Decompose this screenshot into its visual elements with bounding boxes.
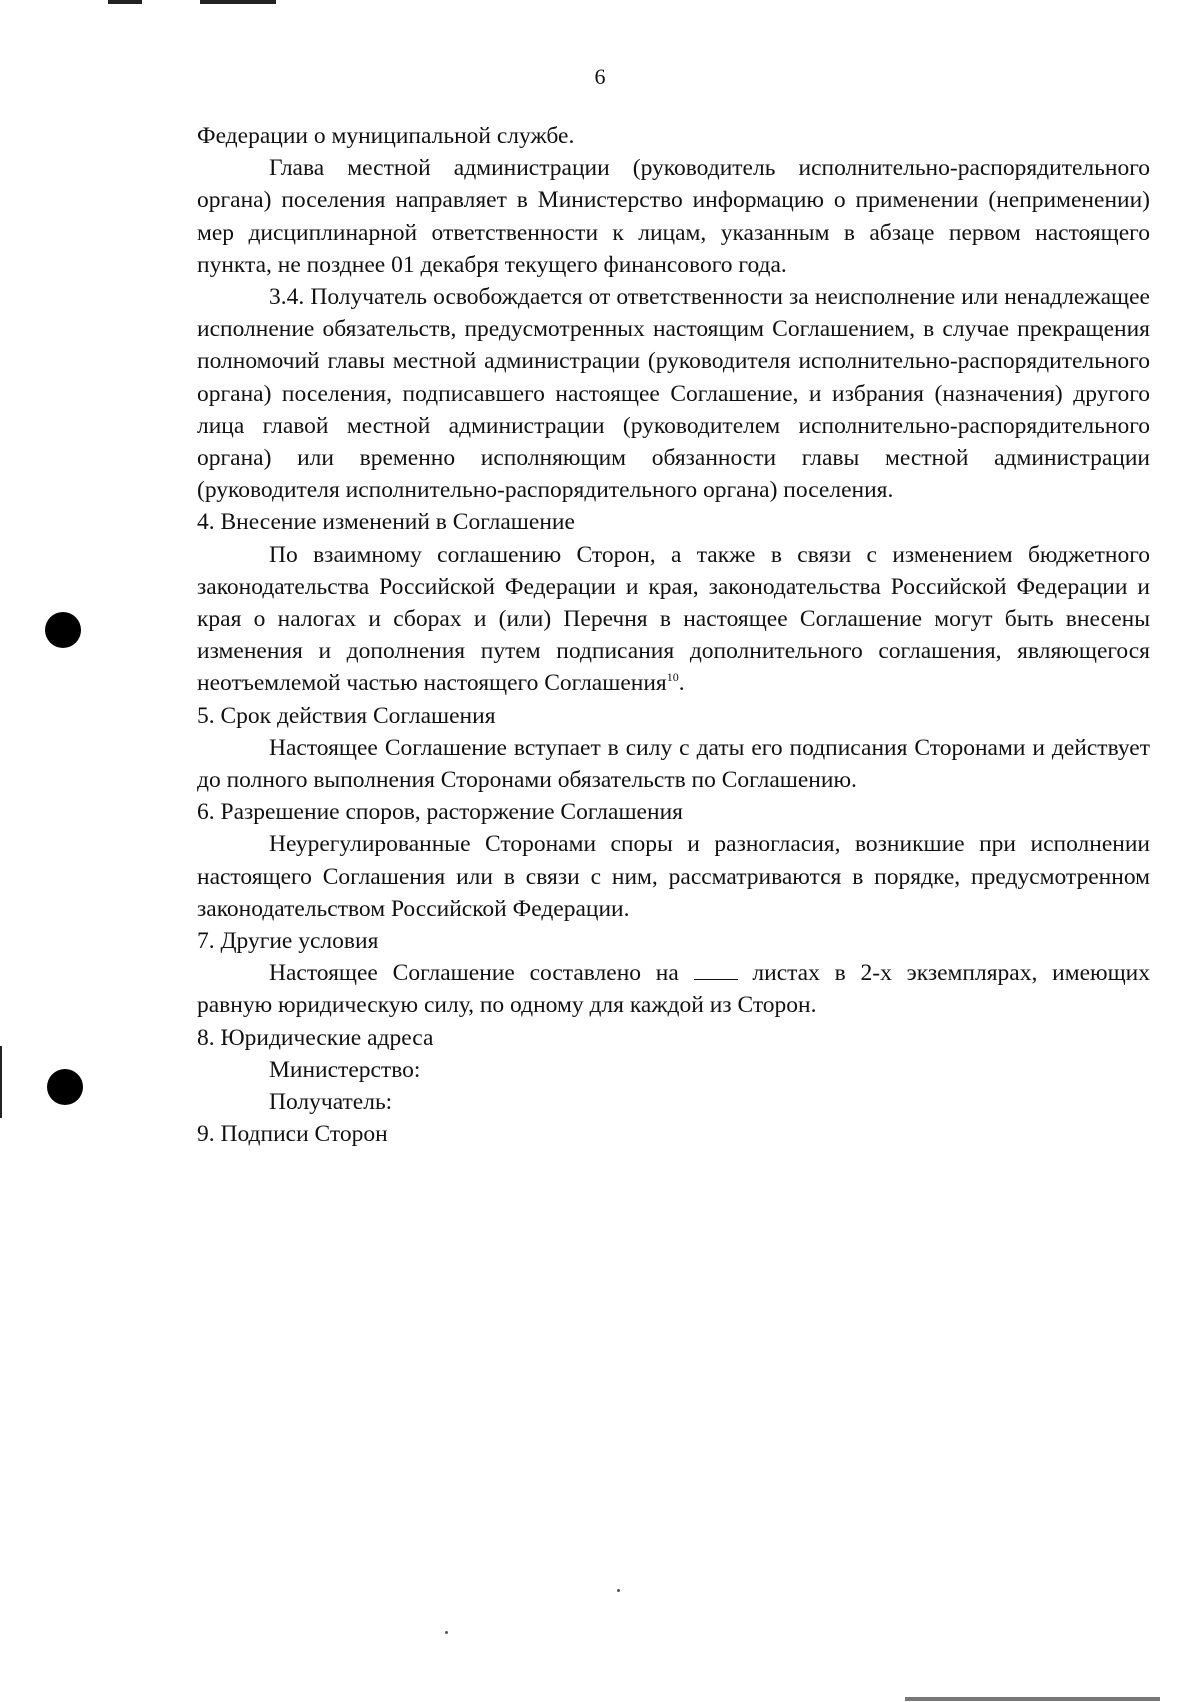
scan-artifact-bottom-right — [905, 1697, 1160, 1701]
scan-speck — [445, 1631, 448, 1634]
section-7-text-after: листах в 2-х экземплярах, имеющих равную юридическую силу, по одному для каждой из Сторон. — [197, 960, 1150, 1019]
punch-hole-upper — [45, 612, 81, 648]
section-7-text — [197, 957, 1150, 1021]
page-number: 6 — [594, 64, 606, 89]
section-4-text — [197, 539, 1150, 700]
footnote-reference: 10 — [666, 670, 679, 685]
scan-speck — [617, 1589, 620, 1592]
scan-artifact-top — [108, 0, 142, 4]
section-7-heading: 7. Другие условия — [197, 928, 379, 955]
section-4-body: По взаимному соглашению Сторон, а также в связи с изменением бюджетного законодательства Российской Федерации и края, законодательства Российской Федерации и края о налогах и сборах и (или) Перечня в настоящее Соглашение могут быть внесены изменения и дополнения путем подписания дополнительного соглашения, являющегося неотъемлемой частью настоящего Соглашения — [197, 541, 1150, 697]
section-4-heading: 4. Внесение изменений в Соглашение — [197, 509, 575, 536]
section-6-heading: 6. Разрешение споров, расторжение Соглашения — [197, 799, 683, 826]
scan-artifact-left-edge — [0, 1046, 2, 1118]
section-4-end: . — [678, 670, 685, 697]
section-6-text: Неурегулированные Сторонами споры и разногласия, возникшие при исполнении настоящего Соглашения или в связи с ним, рассматриваются в порядке, предусмотренном законодательством Российской Федерации. — [197, 831, 1150, 922]
section-5-text: Настоящее Соглашение вступает в силу с даты его подписания Сторонами и действует до полного выполнения Сторонами обязательств по Соглашению. — [197, 734, 1150, 794]
punch-hole-lower — [47, 1069, 83, 1105]
section-7-text-before: Настоящее Соглашение составлено на — [269, 960, 694, 987]
document-body — [197, 120, 1150, 1151]
section-5-heading: 5. Срок действия Соглашения — [197, 702, 496, 729]
section-9-heading: 9. Подписи Сторон — [197, 1121, 388, 1148]
paragraph-head-of-administration: Глава местной администрации (руководитель исполнительно-распорядительного органа) поселения направляет в Министерство информацию о применении (неприменении) мер дисциплинарной ответственности к лицам, указанным в абзаце первом настоящего пункта, не позднее 01 декабря текущего финансового года. — [197, 155, 1150, 278]
sheet-count-blank — [694, 961, 738, 980]
ministry-address-label: Министерство: — [269, 1056, 421, 1083]
paragraph-continuation: Федерации о муниципальной службе. — [197, 123, 575, 149]
paragraph-3-4: 3.4. Получатель освобождается от ответственности за неисполнение или ненадлежащее исполнение обязательств, предусмотренных настоящим Соглашением, в случае прекращения полномочий главы местной администрации (руководителя исполнительно-распорядительного органа) поселения, подписавшего настоящее Соглашение, и избрания (назначения) другого лица главой местной администрации (руководителем исполнительно-распорядительного органа) или временно исполняющим обязанности главы местной администрации (руководителя исполнительно-распорядительного органа) поселения. — [197, 284, 1150, 504]
scan-artifact-top-2 — [200, 0, 276, 4]
section-8-heading: 8. Юридические адреса — [197, 1024, 434, 1051]
recipient-address-label: Получатель: — [269, 1089, 393, 1116]
